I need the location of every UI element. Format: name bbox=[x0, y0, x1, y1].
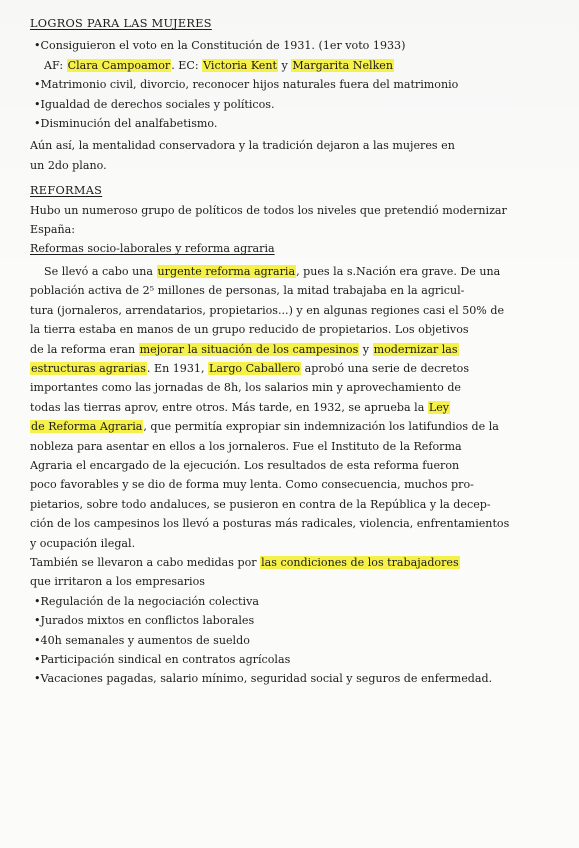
agraria-line-7: importantes como las jornadas de 8h, los salarios min y aprovechamiento de bbox=[30, 381, 461, 395]
agraria-line-4: la tierra estaba en manos de un grupo reducido de propietarios. Los objetivos bbox=[30, 323, 469, 337]
agraria-line-8 bbox=[30, 398, 557, 417]
agraria-line-13: pietarios, sobre todo andaluces, se pusieron en contra de la República y la decep- bbox=[30, 497, 491, 511]
connector-y: y bbox=[277, 58, 292, 72]
agraria-line-5 bbox=[30, 340, 557, 359]
agraria-line-12: poco favorables y se dio de forma muy lenta. Como consecuencia, muchos pro- bbox=[30, 478, 474, 492]
agraria-line-9-text: , que permitía expropiar sin indemnización los latifundios de la bbox=[143, 420, 499, 434]
agraria-line-6-text-b: aprobó una serie de decretos bbox=[301, 361, 470, 375]
agraria-line-5-text-b: y bbox=[359, 342, 373, 356]
reformas-heading: REFORMAS bbox=[30, 184, 103, 198]
logros-heading: LOGROS PARA LAS MUJERES bbox=[30, 17, 212, 30]
ec-label: . EC: bbox=[171, 58, 203, 72]
highlight-victoria-kent: Victoria Kent bbox=[203, 58, 277, 72]
logros-bullet-matrimonio: •Matrimonio civil, divorcio, reconocer hijos naturales fuera del matrimonio bbox=[34, 78, 459, 92]
reformas-heading-line bbox=[30, 181, 557, 200]
logros-heading-line bbox=[30, 14, 557, 33]
agraria-line-8-text: todas las tierras aprov, entre otros. Más tarde, en 1932, se aprueba la bbox=[30, 400, 428, 414]
agraria-line-1-text-b: , pues la s.Nación era grave. De una bbox=[296, 264, 501, 278]
agraria-line-5-text-a: de la reforma eran bbox=[30, 342, 139, 356]
highlight-ley: Ley bbox=[428, 400, 450, 414]
laborales-line-1 bbox=[30, 553, 557, 572]
medida-jurados: •Jurados mixtos en conflictos laborales bbox=[34, 614, 255, 628]
laborales-line-1-text: También se llevaron a cabo medidas por bbox=[30, 555, 261, 569]
agraria-line-1 bbox=[30, 262, 557, 281]
af-label: AF: bbox=[44, 58, 67, 72]
logros-paragraph-line-2: un 2do plano. bbox=[30, 158, 107, 172]
reformas-intro-line-2: España: bbox=[30, 223, 76, 237]
highlight-condiciones-trabajadores: las condiciones de los trabajadores bbox=[261, 555, 459, 569]
medida-40h: •40h semanales y aumentos de sueldo bbox=[34, 633, 250, 647]
highlight-margarita-nelken: Margarita Nelken bbox=[292, 58, 394, 72]
logros-bullet-voto-names bbox=[30, 56, 557, 75]
medida-negociacion: •Regulación de la negociación colectiva bbox=[34, 594, 259, 608]
agraria-line-2: población activa de 2⁵ millones de personas, la mitad trabajaba en la agricul- bbox=[30, 284, 465, 298]
agraria-line-10: nobleza para asentar en ellos a los jornaleros. Fue el Instituto de la Reforma bbox=[30, 439, 462, 453]
agraria-line-9 bbox=[30, 417, 557, 436]
agraria-line-3: tura (jornaleros, arrendatarios, propietarios...) y en algunas regiones casi el 50% de bbox=[30, 303, 505, 317]
highlight-mejorar-situacion: mejorar la situación de los campesinos bbox=[139, 342, 359, 356]
agraria-line-11: Agraria el encargado de la ejecución. Los resultados de esta reforma fueron bbox=[30, 458, 460, 472]
logros-bullet-voto: •Consiguieron el voto en la Constitución de 1931. (1er voto 1933) bbox=[34, 39, 406, 53]
agraria-line-14: ción de los campesinos los llevó a posturas más radicales, violencia, enfrentamientos bbox=[30, 517, 510, 531]
highlight-largo-caballero: Largo Caballero bbox=[209, 361, 301, 375]
highlight-clara-campoamor: Clara Campoamor bbox=[67, 58, 171, 72]
agraria-line-6-text-a: . En 1931, bbox=[146, 361, 209, 375]
agraria-line-15: y ocupación ilegal. bbox=[30, 536, 136, 550]
highlight-modernizar: modernizar las bbox=[373, 342, 458, 356]
laborales-line-2: que irritaron a los empresarios bbox=[30, 575, 205, 589]
highlight-urgente-reforma-agraria: urgente reforma agraria bbox=[157, 264, 296, 278]
reformas-subheading: Reformas socio-laborales y reforma agraria bbox=[30, 242, 275, 256]
logros-bullet-igualdad: •Igualdad de derechos sociales y políticos. bbox=[34, 97, 275, 111]
agraria-line-6 bbox=[30, 359, 557, 378]
highlight-de-reforma-agraria: de Reforma Agraria bbox=[31, 420, 143, 434]
reformas-intro-line-1: Hubo un numeroso grupo de políticos de todos los niveles que pretendió modernizar bbox=[30, 203, 507, 217]
logros-bullet-analfabetismo: •Disminución del analfabetismo. bbox=[34, 117, 218, 131]
highlight-estructuras-agrarias: estructuras agrarias bbox=[31, 361, 146, 375]
agraria-line-1-text-a: Se llevó a cabo una bbox=[44, 264, 157, 278]
medida-participacion: •Participación sindical en contratos agrícolas bbox=[34, 653, 291, 666]
reformas-subheading-line bbox=[30, 239, 557, 258]
medida-vacaciones: •Vacaciones pagadas, salario mínimo, seguridad social y seguros de enfermedad. bbox=[34, 672, 493, 686]
logros-paragraph-line-1: Aún así, la mentalidad conservadora y la tradición dejaron a las mujeres en bbox=[30, 139, 455, 153]
